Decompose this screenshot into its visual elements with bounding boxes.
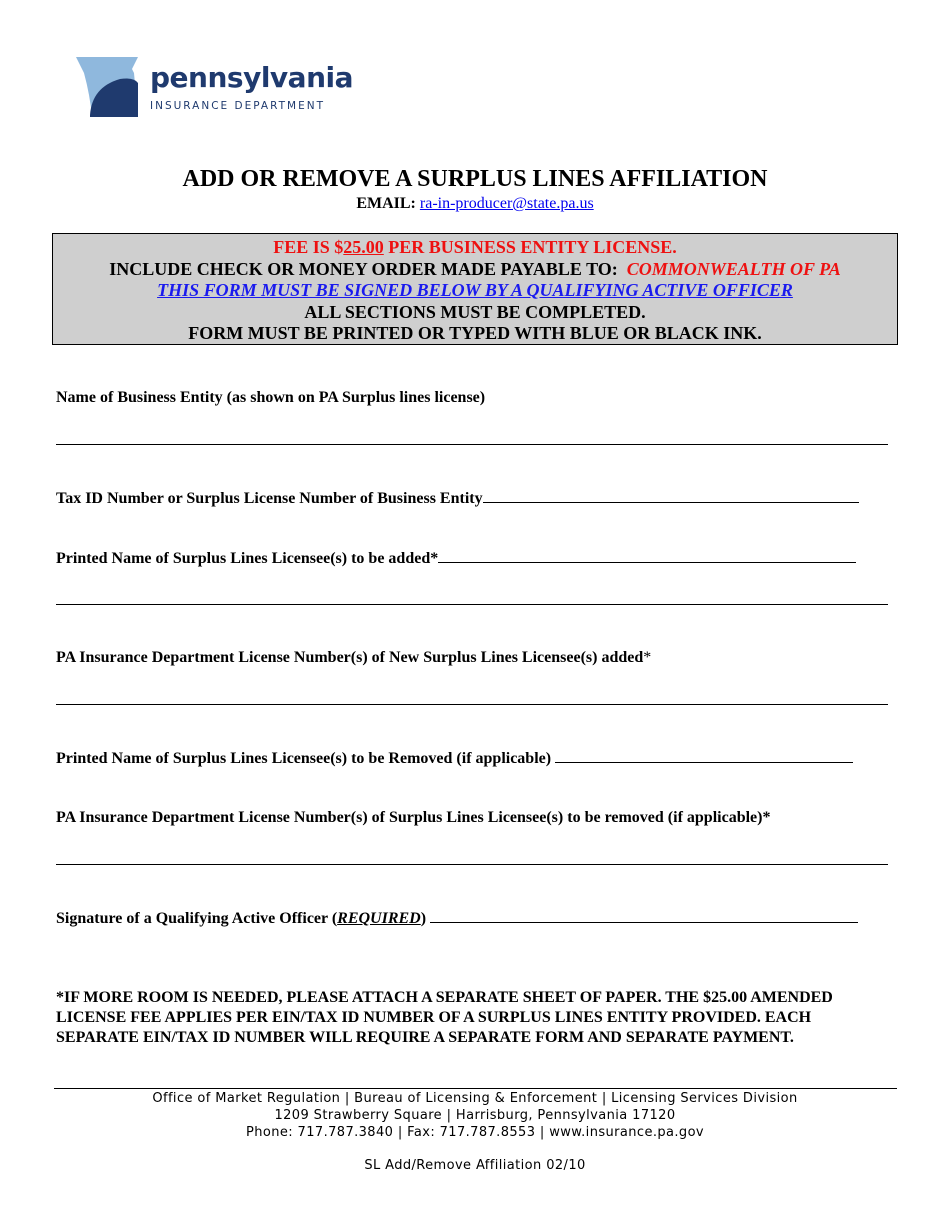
added-names-input-line[interactable] bbox=[438, 548, 856, 563]
sections-line: ALL SECTIONS MUST BE COMPLETED. bbox=[304, 301, 646, 322]
email-label: EMAIL: bbox=[356, 195, 416, 212]
payable-label: INCLUDE CHECK OR MONEY ORDER MADE PAYABLE TO: bbox=[109, 258, 618, 279]
added-numbers-mark: * bbox=[643, 649, 652, 666]
removed-numbers-input-line[interactable] bbox=[56, 864, 888, 865]
entity-name-label: Name of Business Entity (as shown on PA Surplus lines license) bbox=[56, 389, 486, 406]
signature-prefix: Signature of a Qualifying Active Officer ( bbox=[56, 910, 338, 927]
added-names-extra-line[interactable] bbox=[56, 604, 888, 605]
payee-name: COMMONWEALTH OF PA bbox=[626, 258, 841, 279]
footer-office: Office of Market Regulation | Bureau of Licensing & Enforcement | Licensing Services Division bbox=[152, 1091, 798, 1106]
fee-suffix: PER BUSINESS ENTITY LICENSE. bbox=[383, 237, 677, 257]
tax-id-label: Tax ID Number or Surplus License Number of Business Entity bbox=[56, 490, 483, 507]
ink-line: FORM MUST BE PRINTED OR TYPED WITH BLUE OR BLACK INK. bbox=[188, 323, 762, 343]
pa-insurance-logo bbox=[76, 55, 353, 119]
fee-line bbox=[53, 237, 897, 259]
footer-address: 1209 Strawberry Square | Harrisburg, Pennsylvania 17120 bbox=[274, 1108, 676, 1123]
email-line bbox=[0, 194, 950, 214]
added-numbers-label: PA Insurance Department License Number(s) of New Surplus Lines Licensee(s) added bbox=[56, 649, 644, 666]
added-numbers-input-line[interactable] bbox=[56, 704, 888, 705]
footnote: *IF MORE ROOM IS NEEDED, PLEASE ATTACH A SEPARATE SHEET OF PAPER. THE $25.00 AMENDED LICENSE FEE APPLIES PER EIN/TAX ID NUMBER OF A SURPLUS LINES ENTITY PROVIDED. EACH SEPARATE EIN/TAX ID NUMBER WILL REQUIRE A SEPARATE FORM AND SEPARATE PAYMENT. bbox=[56, 989, 833, 1046]
tax-id-input-line[interactable] bbox=[483, 488, 859, 503]
signature-input-line[interactable] bbox=[430, 908, 858, 923]
entity-name-input-line[interactable] bbox=[56, 444, 888, 445]
footer-contact: Phone: 717.787.3840 | Fax: 717.787.8553 | www.insurance.pa.gov bbox=[245, 1125, 705, 1140]
signature-field bbox=[56, 908, 858, 929]
keystone-icon bbox=[76, 55, 140, 119]
email-link[interactable]: ra-in-producer@state.pa.us bbox=[419, 195, 594, 212]
tax-id-field bbox=[56, 488, 859, 509]
payable-line bbox=[53, 259, 897, 281]
footer-divider bbox=[54, 1088, 897, 1089]
added-names-label: Printed Name of Surplus Lines Licensee(s) to be added* bbox=[56, 550, 439, 567]
signature-suffix: ) bbox=[420, 910, 427, 927]
removed-numbers-label: PA Insurance Department License Number(s) of Surplus Lines Licensee(s) to be removed (if applicable)* bbox=[56, 809, 771, 826]
notice-box bbox=[52, 233, 898, 345]
removed-names-label: Printed Name of Surplus Lines Licensee(s) to be Removed (if applicable) bbox=[56, 750, 552, 767]
signed-line: THIS FORM MUST BE SIGNED BELOW BY A QUALIFYING ACTIVE OFFICER bbox=[157, 280, 793, 300]
removed-names-input-line[interactable] bbox=[555, 748, 853, 763]
added-numbers-field bbox=[56, 648, 651, 668]
removed-names-field bbox=[56, 748, 853, 769]
fee-prefix: FEE IS $ bbox=[273, 237, 344, 257]
footer-form-id: SL Add/Remove Affiliation 02/10 bbox=[364, 1158, 586, 1173]
added-names-field bbox=[56, 548, 856, 569]
logo-subtitle: INSURANCE DEPARTMENT bbox=[150, 100, 325, 112]
signature-required: REQUIRED bbox=[337, 910, 421, 927]
form-title: ADD OR REMOVE A SURPLUS LINES AFFILIATION bbox=[182, 166, 768, 192]
logo-wordmark: pennsylvania bbox=[150, 61, 353, 94]
fee-amount: 25.00 bbox=[343, 237, 384, 257]
